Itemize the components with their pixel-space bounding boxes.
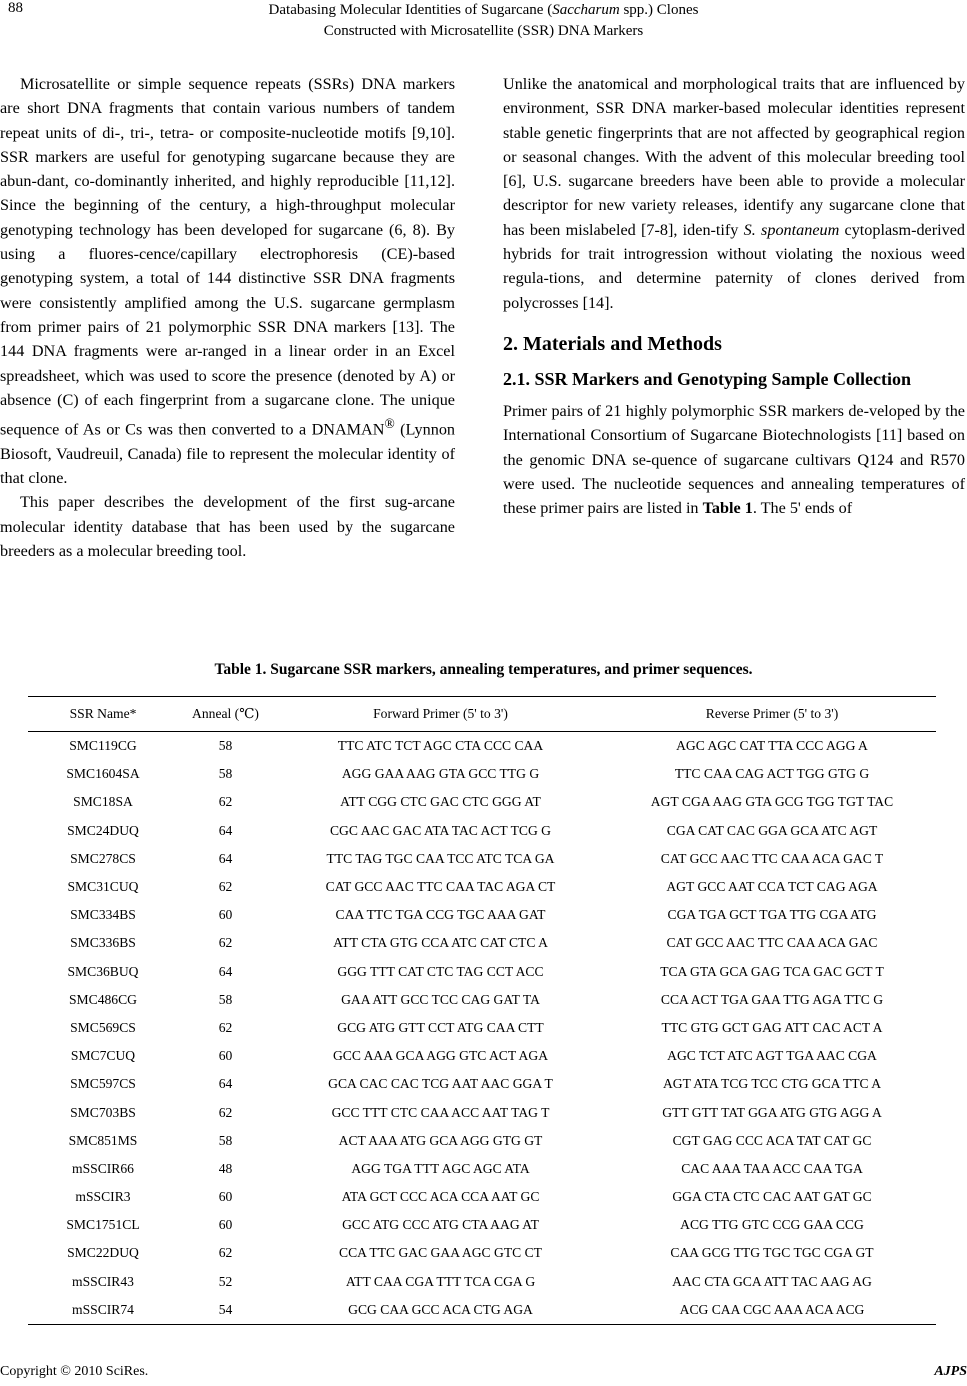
table-row [28,845,936,873]
table-body [28,732,936,1325]
reverse-primer-cell: CGT GAG CCC ACA TAT CAT GC [672,1132,872,1148]
reverse-primer-cell: TTC CAA CAG ACT TGG GTG G [674,766,870,782]
table-row [28,1127,936,1155]
table-row [28,1211,936,1239]
forward-primer-cell: CAT GCC AAC TTC CAA TAC AGA CT [325,879,556,895]
paragraph-molecular-identities-text: Unlike the anatomical and morphological traits that are influenced by environment, SSR DNA marker-based molecular identities represent stable genetic fingerprints that are not affected by geographical region or seasonal changes. With the advent of this molecular breeding tool [6], U.S. sugarcane breeders have been able to provide a molecular descriptor for new variety releases, identify any sugarcane clone that has been mislabeled [7-8], iden-tify [503,75,965,239]
running-header-line2: Constructed with Microsatellite (SSR) DNA Markers [323,23,644,39]
ssr-name-cell: SMC36BUQ [67,963,139,979]
reverse-primer-cell: AGC TCT ATC AGT TGA AAC CGA [667,1048,877,1064]
table-row [28,873,936,901]
reverse-primer-cell: ACG CAA CGC AAA ACA ACG [608,1296,936,1325]
reverse-primer-cell: CCA ACT TGA GAA TTG AGA TTC G [660,991,884,1007]
reverse-primer-cell: CAC AAA TAA ACC CAA TGA [681,1160,863,1176]
ssr-name-cell: mSSCIR74 [28,1296,178,1325]
forward-primer-cell: TTC ATC TCT AGC CTA CCC CAA [337,738,544,754]
anneal-cell: 62 [218,879,233,895]
species-name: S. spontaneum [743,220,840,239]
forward-primer-cell: ACT AAA ATG GCA AGG GTG GT [338,1132,543,1148]
forward-primer-cell: ATA GCT CCC ACA CCA AAT GC [341,1189,540,1205]
paragraph-paper-purpose: This paper describes the development of the first sug-arcane molecular identity database that has been used by the sugarcane breeders as a molecular breeding tool. [0,493,455,561]
forward-primer-cell: GCC AAA GCA AGG GTC ACT AGA [332,1048,549,1064]
forward-primer-cell: AGG GAA AAG GTA GCC TTG G [341,766,540,782]
ssr-name-cell: SMC851MS [68,1132,138,1148]
forward-primer-cell: GAA ATT GCC TCC CAG GAT TA [341,991,540,1007]
table-row [28,1042,936,1070]
table-row [28,1183,936,1211]
paragraph-molecular-identities [503,72,965,315]
table-row [28,986,936,1014]
paragraph-primer-pairs-end: . The 5' ends of [752,499,853,518]
table-caption: Table 1. Sugarcane SSR markers, annealing temperatures, and primer sequences. [214,661,753,678]
ssr-primer-table [28,696,936,1325]
paragraph-ssr-intro [0,72,455,490]
table-row [28,1296,936,1325]
table-row [28,760,936,788]
ssr-name-cell: SMC703BS [70,1104,136,1120]
ssr-name-cell: SMC22DUQ [67,1245,139,1261]
reverse-primer-cell: CGA TGA GCT TGA TTG CGA ATG [667,907,877,923]
running-header-part2: spp.) Clones [619,2,699,18]
anneal-cell: 58 [218,1132,233,1148]
ssr-name-cell: SMC597CS [70,1076,136,1092]
table-row [28,817,936,845]
anneal-cell: 64 [218,822,233,838]
paragraph-molecular-identities-end: cytoplasm-derived hybrids for trait introgression without violating the noxious weed regula-tions, and determine paternity of clones derived from polycrosses [14]. [503,220,965,312]
reverse-primer-cell: CAT GCC AAC TTC CAA ACA GAC [666,935,878,951]
anneal-cell: 62 [218,794,233,810]
paragraph-primer-pairs [503,399,965,520]
page-number: 88 [8,0,23,16]
anneal-cell: 54 [178,1296,273,1325]
reverse-primer-cell: AGT ATA TCG TCC CTG GCA TTC A [662,1076,882,1092]
anneal-cell: 64 [218,850,233,866]
anneal-cell: 58 [218,766,233,782]
anneal-cell: 60 [218,907,233,923]
table-reference: Table 1 [702,499,753,518]
running-header-part1: Databasing Molecular Identities of Sugarcane ( [268,2,553,18]
table-row [28,1239,936,1267]
reverse-primer-cell: AGT GCC AAT CCA TCT CAG AGA [666,879,878,895]
ssr-name-cell: SMC31CUQ [67,879,139,895]
table-row [28,732,936,761]
forward-primer-cell: CGC AAC GAC ATA TAC ACT TCG G [329,822,552,838]
forward-primer-cell: TTC TAG TGC CAA TCC ATC TCA GA [326,850,555,866]
paragraph-primer-pairs-text: Primer pairs of 21 highly polymorphic SSR markers de-veloped by the International Consortium of Sugarcane Biotechnologists [11] based on the genomic DNA se-quence of sugarcane cultivars Q124 and R570 were used. The nucleotide sequences and annealing temperatures of these primer pairs are listed in [503,401,965,518]
reverse-primer-cell: AGT CGA AAG GTA GCG TGG TGT TAC [650,794,894,810]
section-heading: 2. Materials and Methods [503,332,722,355]
ssr-name-cell: SMC7CUQ [70,1048,136,1064]
reverse-primer-cell: TCA GTA GCA GAG TCA GAC GCT T [660,963,884,979]
ssr-name-cell: SMC569CS [70,1019,136,1035]
anneal-cell: 64 [218,1076,233,1092]
table-row [28,929,936,957]
anneal-cell: 62 [218,935,233,951]
paragraph-ssr-intro-text: Microsatellite or simple sequence repeats (SSRs) DNA markers are short DNA fragments that contain various numbers of tandem repeat units of di-, tri-, tetra- or composite-nucleotide motifs [9,10]. SSR markers are useful for genotyping sugarcane because they are abun-dant, co-dominantly inherited, and highly reproducible [11,12]. Since the beginning of the century, a high-throughput molecular genotyping technology has been developed for sugarcane (6, 8). By using a fluores-cence/capillary electrophoresis (CE)-based genotyping system, a total of 144 distinctive SSR DNA fragments were consistently amplified among the U.S. sugarcane germplasm from primer pairs of 21 polymorphic SSR DNA markers [13]. The 144 DNA fragments were ar-ranged in a linear order in an Excel spreadsheet, which was used to score the presence (denoted by A) or absence (C) of each fingerprint from a sugarcane clone. The unique sequence of As or Cs was then converted to a DNAMAN [0,75,455,439]
reverse-primer-cell: ACG TTG GTC CCG GAA CCG [680,1217,864,1233]
column-header: SSR Name* [28,697,178,732]
forward-primer-cell: GCA CAC CAC TCG AAT AAC GGA T [328,1076,553,1092]
forward-primer-cell: GCG CAA GCC ACA CTG AGA [273,1296,608,1325]
forward-primer-cell: CAA TTC TGA CCG TGC AAA GAT [335,907,546,923]
ssr-name-cell: mSSCIR3 [75,1189,131,1205]
forward-primer-cell: GCG ATG GTT CCT ATG CAA CTT [337,1019,544,1035]
column-header: Reverse Primer (5' to 3') [608,697,936,732]
reverse-primer-cell: CAA GCG TTG TGC TGC CGA GT [670,1245,874,1261]
table-header-row [28,697,936,732]
anneal-cell: 62 [218,1245,233,1261]
ssr-name-cell: mSSCIR43 [72,1273,134,1289]
journal-abbreviation: AJPS [934,1364,967,1379]
anneal-cell: 62 [218,1019,233,1035]
forward-primer-cell: GCC ATG CCC ATG CTA AAG AT [342,1217,539,1233]
table-row [28,788,936,816]
anneal-cell: 58 [218,738,233,754]
forward-primer-cell: CCA TTC GAC GAA AGC GTC CT [339,1245,542,1261]
subsection-heading: 2.1. SSR Markers and Genotyping Sample Collection [503,368,912,389]
running-header [0,0,967,42]
reverse-primer-cell: CGA CAT CAC GGA GCA ATC AGT [666,822,878,838]
paragraph-ssr-intro-end: (Lynnon Biosoft, Vaudreuil, Canada) file to represent the molecular identity of that clone. [0,420,456,488]
anneal-cell: 60 [218,1048,233,1064]
table-row [28,1014,936,1042]
table-row [28,1268,936,1296]
ssr-name-cell: SMC24DUQ [67,822,139,838]
forward-primer-cell: ATT CTA GTG CCA ATC CAT CTC A [333,935,548,951]
ssr-name-cell: SMC278CS [70,850,136,866]
left-column [0,72,455,563]
anneal-cell: 58 [218,991,233,1007]
table-row [28,1070,936,1098]
anneal-cell: 60 [218,1217,233,1233]
forward-primer-cell: GCC TTT CTC CAA ACC AAT TAG T [331,1104,550,1120]
ssr-name-cell: SMC18SA [73,794,133,810]
table-row [28,1098,936,1126]
ssr-name-cell: SMC1751CL [66,1217,140,1233]
anneal-cell: 52 [218,1273,233,1289]
column-header: Anneal (℃) [178,697,273,732]
ssr-name-cell: SMC486CG [69,991,137,1007]
reverse-primer-cell: TTC GTG GCT GAG ATT CAC ACT A [661,1019,883,1035]
running-header-italic: Saccharum [552,2,620,18]
table-row [28,1155,936,1183]
ssr-name-cell: SMC1604SA [66,766,140,782]
reverse-primer-cell: AAC CTA GCA ATT TAC AAG AG [672,1273,872,1289]
right-column [503,72,965,520]
forward-primer-cell: GGG TTT CAT CTC TAG CCT ACC [337,963,544,979]
table-row [28,901,936,929]
reverse-primer-cell: GGA CTA CTC CAC AAT GAT GC [672,1189,872,1205]
copyright-notice: Copyright © 2010 SciRes. [0,1364,149,1379]
forward-primer-cell: AGG TGA TTT AGC AGC ATA [351,1160,530,1176]
anneal-cell: 48 [218,1160,233,1176]
ssr-name-cell: SMC336BS [70,935,136,951]
column-header: Forward Primer (5' to 3') [273,697,608,732]
forward-primer-cell: ATT CAA CGA TTT TCA CGA G [345,1273,536,1289]
ssr-name-cell: SMC119CG [69,738,137,754]
reverse-primer-cell: AGC AGC CAT TTA CCC AGG A [676,738,868,754]
forward-primer-cell: ATT CGG CTC GAC CTC GGG AT [340,794,541,810]
anneal-cell: 60 [218,1189,233,1205]
reverse-primer-cell: CAT GCC AAC TTC CAA ACA GAC T [660,850,884,866]
anneal-cell: 62 [218,1104,233,1120]
anneal-cell: 64 [218,963,233,979]
table-row [28,958,936,986]
registered-mark: ® [384,416,395,432]
ssr-name-cell: SMC334BS [70,907,136,923]
ssr-name-cell: mSSCIR66 [72,1160,134,1176]
reverse-primer-cell: GTT GTT TAT GGA ATG GTG AGG A [662,1104,882,1120]
